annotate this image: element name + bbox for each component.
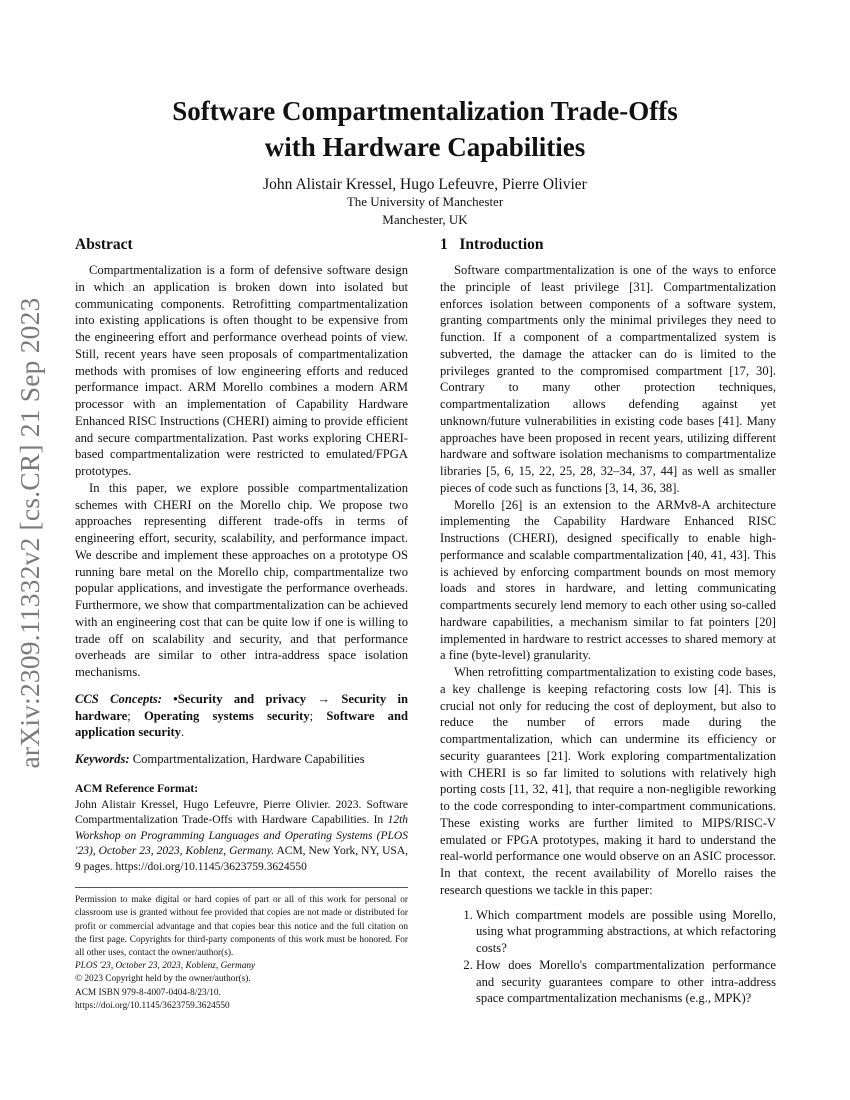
ccs-bullet: • <box>173 691 178 706</box>
ccs-concept-4: Software and application security <box>75 708 408 740</box>
ccs-end: . <box>181 725 185 740</box>
ccs-sep-1: ; <box>127 708 131 723</box>
ccs-concept-2: Security in hardware <box>75 691 408 723</box>
acm-reference-post: ACM, New York, NY, USA, 9 pages. https://doi.org/10.1145/3623759.3624550 <box>75 845 408 873</box>
arxiv-stamp <box>8 298 52 768</box>
intro-paragraph-3: When retrofitting compartmentalization to existing code bases, a key challenge is keeping refactoring costs low [4]. This is crucial not only for reducing the cost of deployment, but also to reduce the number of errors made during the compartmentalization, which can undermine its efficiency or security guarantees [21]. Work exploring compartmentalization with CHERI is so far limited to solutions with relatively high porting costs [11, 32, 41], that require a non-negligible reworking to the code corresponding to inter-compartment communications. These existing works are further limited to MIPS/RISC-V emulated or FPGA prototypes, making it hard to understand the real-world performance one would observe on an ASIC processor. In that context, the recent availability of Morello raises the research questions we tackle in this paper: <box>440 665 776 897</box>
ccs-label: CCS Concepts: <box>75 691 162 706</box>
permission-doi: https://doi.org/10.1145/3623759.3624550 <box>75 1000 230 1011</box>
ccs-concept-1: Security and privacy <box>177 691 307 706</box>
intro-paragraph-2: Morello [26] is an extension to the ARMv8-A architecture implementing the Capability Hardware Enhanced RISC Instructions (CHERI), designed specifically to enable high-performance and scalable compartmentalization [40, 41, 43]. This is achieved by enforcing compartment bounds on most memory loads and stores in hardware, and letting communicating compartments securely lend memory to each other using so-called hardware capabilities, a mechanism similar to fat pointers [20] implemented in hardware to restrict accesses to shared memory at a fine (byte-level) granularity. <box>440 497 776 663</box>
permission-text: Permission to make digital or hard copies of part or all of this work for personal or classroom use is granted without fee provided that copies are not made or distributed for profit or commercial advantage and that copies bear this notice and the full citation on the first page. Copyrights for third-party components of this work must be honored. For all other uses, contact the owner/author(s). <box>75 895 408 959</box>
permission-block <box>75 887 408 1013</box>
title-line-2: with Hardware Capabilities <box>264 132 586 162</box>
authors: John Alistair Kressel, Hugo Lefeuvre, Pierre Olivier <box>263 176 587 193</box>
acm-reference-heading: ACM Reference Format: <box>75 782 199 795</box>
permission-isbn: ACM ISBN 979-8-4007-0404-8/23/10. <box>75 987 221 998</box>
acm-reference-venue: 12th Workshop on Programming Languages and Operating Systems (PLOS '23), October 23, 2023, Koblenz, Germany. <box>75 814 409 858</box>
research-question-2: 2. How does Morello's compartmentalization performance and security guarantees compare to other intra-address space compartmentalization mechanisms (e.g., MPK)? <box>476 957 776 1007</box>
ccs-arrow: → <box>317 691 331 706</box>
affiliation-location: Manchester, UK <box>382 212 468 227</box>
arxiv-stamp-text: arXiv:2309.11332v2 [cs.CR] 21 Sep 2023 <box>14 297 45 769</box>
intro-paragraph-1: Software compartmentalization is one of the ways to enforce the principle of least privilege [31]. Compartmentalization enforces isolation between components of a software system, granting compartments only the minimal privileges they need to function. If a component of a compartmentalized system is subverted, the damage the attacker can do is limited to the privileges granted to the compromised compartment [17, 30]. Contrary to many other protection techniques, compartmentalization allows defending against yet unknown/future vulnerabilities in existing code bases [41]. Many approaches have been proposed in recent years, utilizing different hardware and software isolation mechanisms to compartmentalize libraries [5, 6, 15, 22, 25, 28, 32–34, 37, 44] as well as smaller pieces of code such as functions [3, 14, 36, 38]. <box>440 263 776 495</box>
research-questions <box>440 907 776 1008</box>
keywords <box>75 751 408 768</box>
affiliation-institution: The University of Manchester <box>346 194 504 209</box>
ccs-concept-3: Operating systems security <box>143 708 310 723</box>
abstract-heading: Abstract <box>75 236 133 253</box>
introduction-heading <box>440 236 776 254</box>
abstract-paragraph-2: In this paper, we explore possible compartmentalization schemes with CHERI on the Morello chip. We propose two approaches representing different trade-offs in terms of engineering effort, security, scalability, and performance impact. We describe and implement these approaches on a prototype OS running bare metal on the Morello chip, compartmentalize two popular applications, and investigate the performance overheads. Furthermore, we show that compartmentalization can be achieved with an engineering cost that can be quite low if one is willing to trade off on scalability and security, and that performance overheads are similar to other intra-address space isolation mechanisms. <box>75 480 408 679</box>
ccs-sep-2: ; <box>309 708 314 723</box>
permission-conference: PLOS '23, October 23, 2023, Koblenz, Germany <box>75 961 256 972</box>
permission-copyright: © 2023 Copyright held by the owner/author(s). <box>75 974 251 985</box>
ccs-concepts <box>75 691 408 741</box>
research-question-1: 1. Which compartment models are possible using Morello, using what programming abstractions, at which refactoring costs? <box>476 907 776 957</box>
keywords-text: Compartmentalization, Hardware Capabilities <box>132 752 365 766</box>
paper-title <box>0 93 850 165</box>
acm-reference <box>75 798 408 876</box>
introduction-number: 1 <box>440 236 448 253</box>
abstract-paragraph-1: Compartmentalization is a form of defensive software design in which an application is broken down into isolated but communicating components. Retrofitting compartmentalization into existing applications is often thought to be expensive from the engineering effort and performance overhead points of view. Still, recent years have seen proposals of compartmentalization methods with promises of low engineering efforts and reduced performance impact. ARM Morello combines a modern ARM processor with an implementation of Capability Hardware Enhanced RISC Instructions (CHERI) aiming to provide efficient and secure compartmentalization. Past works exploring CHERI-based compartmentalization were restricted to emulated/FPGA prototypes. <box>75 263 408 478</box>
left-column <box>75 236 408 1013</box>
introduction-title: Introduction <box>459 236 544 253</box>
right-column <box>440 236 776 1007</box>
keywords-label: Keywords: <box>75 752 130 766</box>
title-line-1: Software Compartmentalization Trade-Offs <box>172 96 678 126</box>
acm-reference-pre: John Alistair Kressel, Hugo Lefeuvre, Pierre Olivier. 2023. Software Compartmentalization Trade-Offs with Hardware Capabilities. In <box>75 798 408 827</box>
